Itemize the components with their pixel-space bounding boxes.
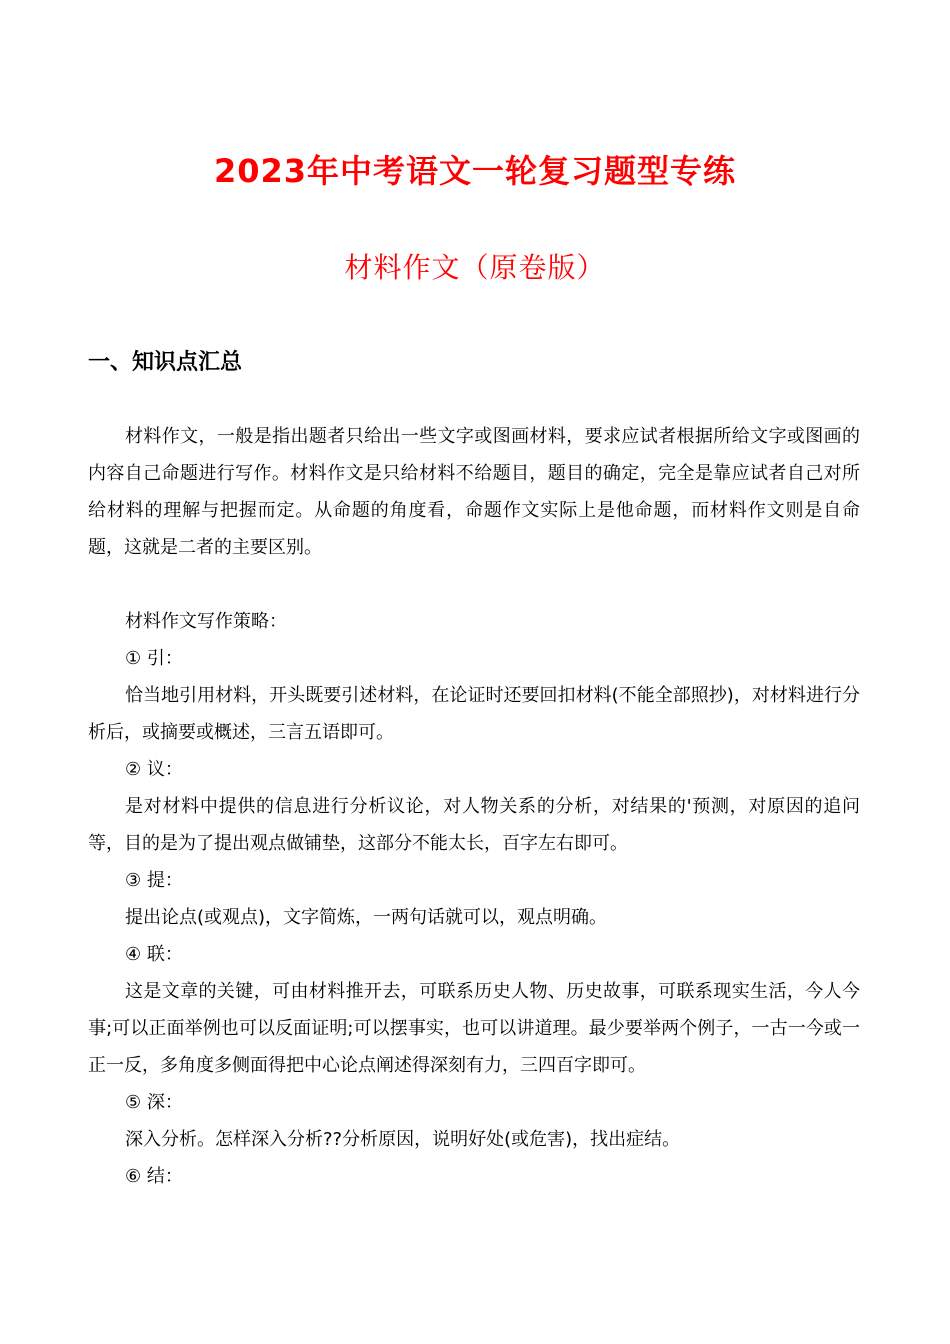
strategy-text-2: 是对材料中提供的信息进行分析议论，对人物关系的分析，对结果的'预测，对原因的追问等，目的是为了提出观点做铺垫，这部分不能太长，百字左右即可。	[88, 796, 860, 854]
document-title: 2023年中考语文一轮复习题型专练	[213, 152, 737, 190]
section-heading: 一、知识点汇总	[88, 350, 243, 375]
intro-paragraph: 材料作文，一般是指出题者只给出一些文字或图画材料，要求应试者根据所给文字或图画的内容自己命题进行写作。材料作文是只给材料不给题目，题目的确定，完全是靠应试者自己对所给材料的理解与把握而定。从命题的角度看，命题作文实际上是他命题，而材料作文则是自命题，这就是二者的主要区别。	[88, 426, 860, 558]
strategy-text-3: 提出论点(或观点)，文字简炼，一两句话就可以，观点明确。	[125, 907, 608, 928]
strategy-label-3: ③ 提：	[125, 870, 183, 891]
document-subtitle: 材料作文（原卷版）	[344, 251, 606, 284]
strategy-label-6: ⑥ 结：	[125, 1166, 183, 1187]
strategy-label-2: ② 议：	[125, 759, 183, 780]
strategy-text-5: 深入分析。怎样深入分析??分析原因，说明好处(或危害)，找出症结。	[125, 1129, 681, 1150]
strategy-label-5: ⑤ 深：	[125, 1092, 183, 1113]
strategy-label-1: ① 引：	[125, 648, 183, 669]
strategy-text-1: 恰当地引用材料，开头既要引述材料，在论证时还要回扣材料(不能全部照抄)，对材料进行分析后，或摘要或概述，三言五语即可。	[88, 685, 860, 743]
strategy-label-4: ④ 联：	[125, 944, 183, 965]
document-body	[88, 418, 860, 1195]
strategy-text-4: 这是文章的关键，可由材料推开去，可联系历史人物、历史故事，可联系现实生活，今人今事;可以正面举例也可以反面证明;可以摆事实，也可以讲道理。最少要举两个例子，一古一今或一正一反，多角度多侧面得把中心论点阐述得深刻有力，三四百字即可。	[88, 981, 860, 1076]
strategy-heading: 材料作文写作策略：	[125, 611, 287, 632]
spacer	[88, 566, 860, 603]
